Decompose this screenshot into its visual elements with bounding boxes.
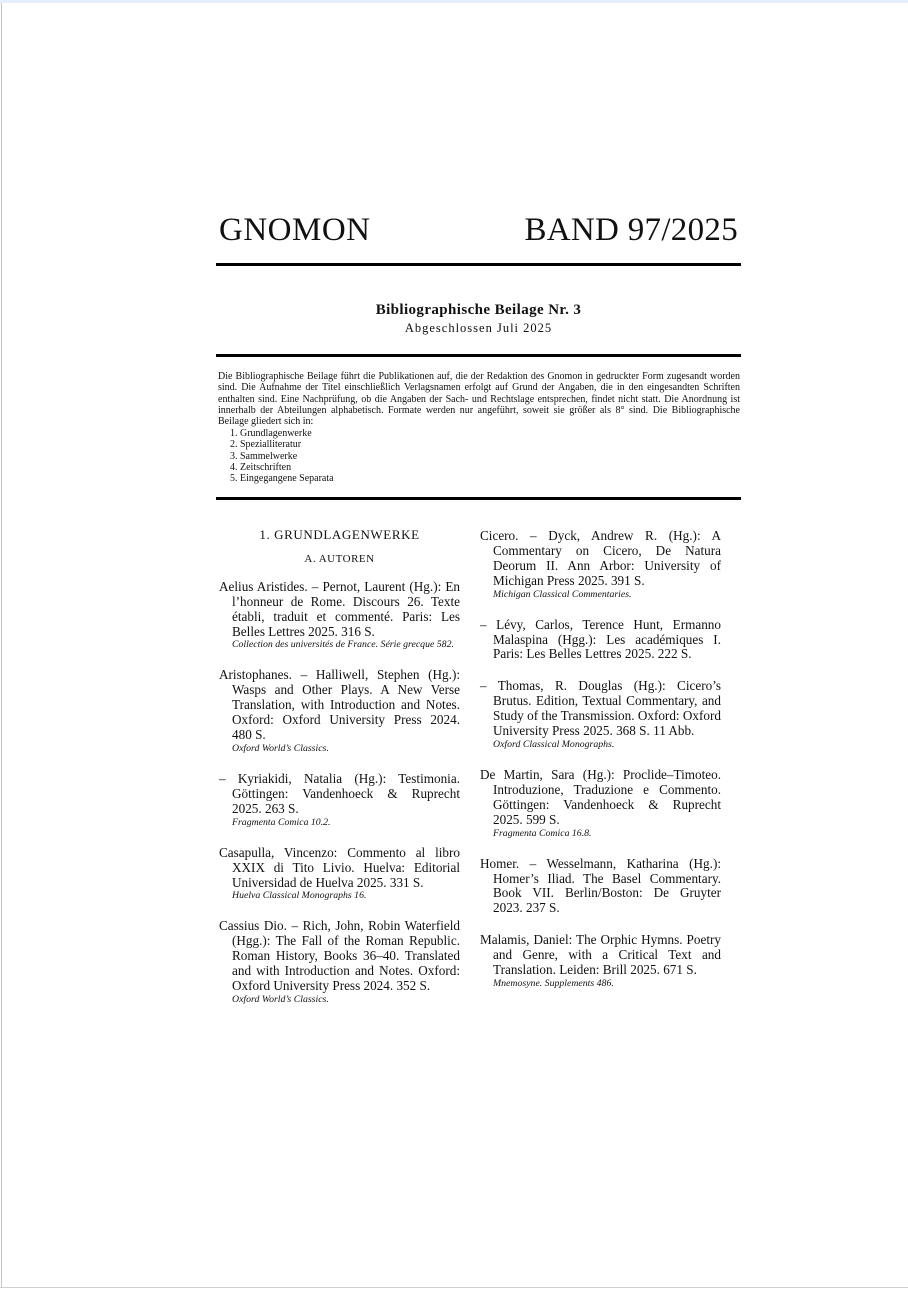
entry-text: Cassius Dio. – Rich, John, Robin Waterfield (Hgg.): The Fall of the Roman Republic. Roman History, Books 36–40. Translated and with Introduction and Notes. Oxford: Oxford University Press 2024. 352 S. [219,918,460,994]
entry-text: – Lévy, Carlos, Terence Hunt, Ermanno Malaspina (Hgg.): Les académiques I. Paris: Les Belles Lettres 2025. 222 S. [480,616,721,662]
entry-series: Fragmenta Comica 10.2. [232,816,331,828]
bibliography-entry [480,933,721,990]
supplement-subtitle: Abgeschlossen Juli 2025 [404,321,553,335]
bibliography-entry [219,772,460,829]
bibliography-entry [219,668,460,755]
section-list-item: 2. Spezialliteratur [230,439,302,451]
entry-series: Oxford Classical Monographs. [493,738,615,750]
bibliography-entry [480,618,721,663]
bibliography-entry [219,846,460,903]
entry-text: Cicero. – Dyck, Andrew R. (Hg.): A Commentary on Cicero, De Natura Deorum II. Ann Arbor: University of Michigan Press 2025. 391 S. [480,528,721,588]
viewer-top-strip [0,0,908,3]
entry-text: De Martin, Sara (Hg.): Proclide–Timoteo. Introduzione, Traduzione e Commento. Göttingen: Vandenhoeck & Ruprecht 2025. 599 S. [480,766,721,827]
page-bottom-edge [0,1287,908,1288]
entry-series: Michigan Classical Commentaries. [493,588,632,600]
page-left-edge [1,3,2,1288]
rule-divider [216,354,741,357]
section-list-item: 1. Grundlagenwerke [230,428,312,439]
entry-series: Oxford World’s Classics. [232,993,329,1005]
intro-paragraph: Die Bibliographische Beilage führt die Publikationen auf, die der Redaktion des Gnomon in gedruckter Form zugesandt worden sind. Die Aufnahme der Titel einschließlich Verlagsnamen erfolgt auf Grund der Angaben, die in den eingesandten Schriften enthalten sind. Eine Nachprüfung, ob die Angaben der Sach- und Rechtslage entsprechen, findet nicht statt. Die Anordnung ist innerhalb der Abteilungen alphabetisch. Formate werden nur angeführt, soweit sie größer als 8° sind. Die Bibliographische Beilage gliedert sich in: [218,371,740,428]
section-list-item: 5. Eingegangene Separata [230,473,334,485]
supplement-title: Bibliographische Beilage Nr. 3 [375,302,582,318]
bibliography-entry [219,919,460,1006]
entry-series: Mnemosyne. Supplements 486. [493,977,614,989]
journal-title: GNOMON [219,212,371,248]
bibliography-entry [480,768,721,840]
entry-series: Oxford World’s Classics. [232,742,329,754]
bibliography-entry [219,580,460,652]
bibliography-entry [480,857,721,917]
bibliography-entry [480,679,721,751]
volume-label: BAND 97/2025 [524,212,738,248]
section-list-item: 3. Sammelwerke [230,450,298,462]
entry-text: – Thomas, R. Douglas (Hg.): Cicero’s Brutus. Edition, Textual Commentary, and Study of the Transmission. Oxford: Oxford University Press 2025. 368 S. 11 Abb. [480,678,721,739]
entry-series: Fragmenta Comica 16.8. [493,827,592,839]
section-list [230,428,334,484]
entry-text: – Kyriakidi, Natalia (Hg.): Testimonia. Göttingen: Vandenhoeck & Ruprecht 2025. 263 S. [219,770,460,816]
rule-divider [216,497,741,500]
section-list-item: 4. Zeitschriften [230,461,292,473]
section-heading: 1. GRUNDLAGENWERKE [259,527,420,542]
entry-series: Huelva Classical Monographs 16. [232,890,367,902]
entry-text: Aelius Aristides. – Pernot, Laurent (Hg.): En l’honneur de Rome. Discours 26. Texte établi, traduit et commenté. Paris: Les Belles Lettres 2025. 316 S. [219,578,460,639]
entry-text: Malamis, Daniel: The Orphic Hymns. Poetry and Genre, with a Critical Text and Translation. Leiden: Brill 2025. 671 S. [480,932,721,978]
entry-text: Casapulla, Vincenzo: Commento al libro XXIX di Tito Livio. Huelva: Editorial Universidad de Huelva 2025. 331 S. [219,844,460,890]
right-column [480,529,721,1007]
entry-text: Homer. – Wesselmann, Katharina (Hg.): Homer’s Iliad. The Basel Commentary. Book VII. Berlin/Boston: De Gruyter 2023. 237 S. [480,855,721,916]
left-column [219,528,460,1023]
entry-series: Collection des universités de France. Série grecque 582. [232,639,454,651]
rule-divider [216,263,741,266]
bibliography-entry [480,529,721,601]
masthead [219,212,741,256]
subsection-heading: A. AUTOREN [304,552,375,565]
entry-text: Aristophanes. – Halliwell, Stephen (Hg.): Wasps and Other Plays. A New Verse Translation, with Introduction and Notes. Oxford: Oxford University Press 2024. 480 S. [219,667,460,743]
